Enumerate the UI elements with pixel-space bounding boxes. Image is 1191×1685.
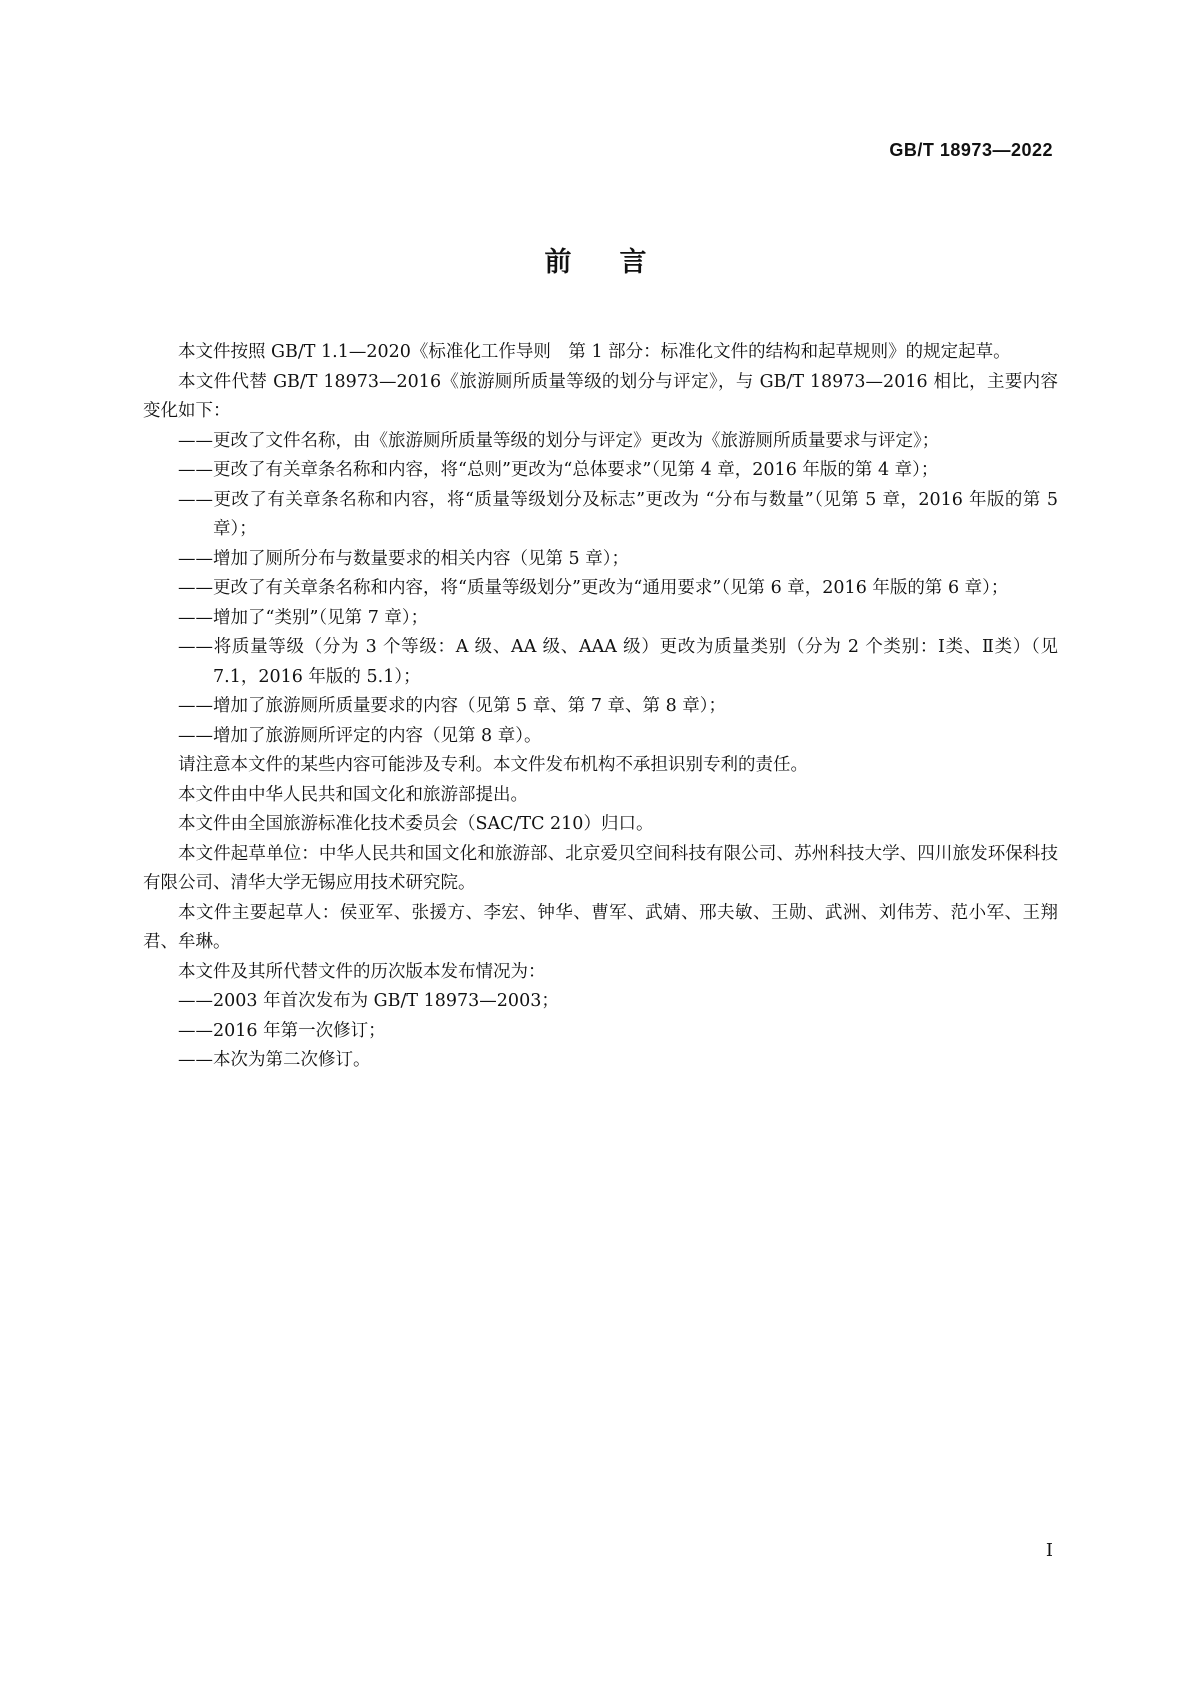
paragraph-drafting-units: 本文件起草单位：中华人民共和国文化和旅游部、北京爱贝空间科技有限公司、苏州科技大学、四川旅发环保科技有限公司、清华大学无锡应用技术研究院。 <box>143 843 1058 893</box>
paragraph-drafters: 本文件主要起草人：侯亚军、张援方、李宏、钟华、曹军、武婧、邢夫敏、王勋、武洲、刘伟芳、范小军、王翔君、牟琳。 <box>143 902 1058 952</box>
list-item-change: ——更改了文件名称，由《旅游厕所质量等级的划分与评定》更改为《旅游厕所质量要求与评定》； <box>178 430 940 451</box>
paragraph-replacement: 本文件代替 GB/T 18973—2016《旅游厕所质量等级的划分与评定》，与 GB/T 18973—2016 相比，主要内容变化如下： <box>143 371 1058 421</box>
list-item-change: ——更改了有关章条名称和内容，将“总则”更改为“总体要求”（见第 4 章，2016 年版的第 4 章）； <box>178 460 939 480</box>
list-item-history: ——2016 年第一次修订； <box>178 1020 386 1041</box>
paragraph-drafting-rules: 本文件按照 GB/T 1.1—2020《标准化工作导则 第 1 部分：标准化文件的结构和起草规则》的规定起草。 <box>178 342 1011 362</box>
list-item-change: ——增加了旅游厕所质量要求的内容（见第 5 章、第 7 章、第 8 章）； <box>178 696 727 716</box>
list-item-change: ——增加了“类别”（见第 7 章）； <box>178 607 429 628</box>
paragraph-proposer: 本文件由中华人民共和国文化和旅游部提出。 <box>178 784 528 805</box>
list-item-history: ——本次为第二次修订。 <box>178 1050 371 1070</box>
list-item-change: ——增加了厕所分布与数量要求的相关内容（见第 5 章）； <box>178 548 630 569</box>
list-item-history: ——2003 年首次发布为 GB/T 18973—2003； <box>178 991 559 1011</box>
page-title: 前言 <box>544 247 695 278</box>
page-number: Ⅰ <box>1045 1540 1053 1561</box>
list-item-change: ——更改了有关章条名称和内容，将“质量等级划分”更改为“通用要求”（见第 6 章，2016 年版的第 6 章）； <box>178 578 1009 598</box>
list-item-change: ——增加了旅游厕所评定的内容（见第 8 章）。 <box>178 725 542 746</box>
preface-body <box>143 338 1058 1076</box>
paragraph-committee: 本文件由全国旅游标准化技术委员会（SAC/TC 210）归口。 <box>178 814 654 834</box>
list-item-change: ——更改了有关章条名称和内容，将“质量等级划分及标志”更改为 “分布与数量”（见第 5 章，2016 年版的第 5 章）； <box>178 489 1058 539</box>
list-item-change: ——将质量等级（分为 3 个等级：A 级、AA 级、AAA 级）更改为质量类别（分为 2 个类别：Ⅰ类、Ⅱ类）（见 7.1，2016 年版的 5.1）； <box>178 637 1058 687</box>
paragraph-history-intro: 本文件及其所代替文件的历次版本发布情况为： <box>178 961 546 982</box>
standard-code: GB/T 18973—2022 <box>889 140 1053 160</box>
paragraph-patent-notice: 请注意本文件的某些内容可能涉及专利。本文件发布机构不承担识别专利的责任。 <box>178 755 808 775</box>
